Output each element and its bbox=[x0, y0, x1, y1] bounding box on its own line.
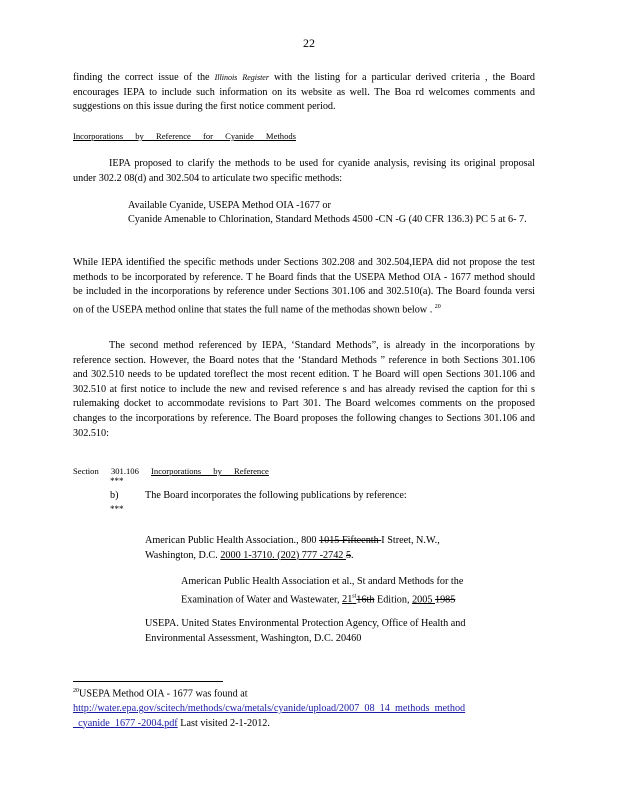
standard-methods-ref bbox=[181, 575, 541, 608]
usepa-line2: Environmental Assessment, Washington, D.C. 20460 bbox=[145, 632, 362, 644]
page-number: 22 bbox=[303, 36, 315, 50]
intro-paragraph bbox=[73, 71, 535, 115]
intro-text-start: finding the correct issue of the bbox=[73, 72, 215, 83]
paragraph-iepa-proposed: IEPA proposed to clarify the methods to be used for cyanide analysis, revising its original proposal under 302.2 08(d) and 302.504 to articulate two specific methods: bbox=[73, 158, 535, 184]
apha-address bbox=[145, 534, 545, 563]
apha-line2: Washington, D.C. bbox=[145, 549, 221, 561]
std-line2-mid: Edition, bbox=[374, 593, 413, 605]
last-visited: Last visited 2-1-2012. bbox=[180, 717, 270, 729]
intro-text-end: with the listing for a particular derived criteria , the Board encourages IEPA to include such information on its website as well. The Boa rd welcomes comments and suggestions on this issue during the first notice comment period. bbox=[73, 72, 535, 113]
inserted-text: 2000 1-3710. (202) 777 -2742 bbox=[220, 549, 346, 561]
footnote-link-cont[interactable]: _cyanide_1677 -2004.pdf bbox=[73, 717, 178, 729]
usepa-ref bbox=[145, 617, 545, 646]
paragraph-while-iepa bbox=[73, 256, 535, 318]
edition-suffix: st bbox=[352, 593, 357, 600]
footnote-number: 20 bbox=[73, 688, 79, 694]
apha-line1: American Public Health Association., 800 bbox=[145, 535, 320, 546]
bullet-item-1 bbox=[110, 199, 540, 214]
bullet-text: Available Cyanide, USEPA Method OIA -1677 or bbox=[128, 200, 331, 211]
item-b-text: The Board incorporates the following publications by reference: bbox=[145, 490, 407, 501]
deleted-text: 1015 Fifteenth bbox=[319, 535, 382, 546]
footnote bbox=[73, 684, 543, 731]
deleted-text: 5 bbox=[345, 549, 352, 561]
bullet-text: Cyanide Amenable to Chlorination, Standard Methods 4500 -CN -G (40 CFR 136.3) PC 5 at 6- 7. bbox=[128, 214, 527, 225]
stars-top: *** bbox=[110, 476, 124, 486]
footnote-divider bbox=[73, 681, 223, 682]
register-italic: Register bbox=[242, 73, 269, 82]
std-line2: Examination of Water and Wastewater, bbox=[181, 593, 343, 605]
stars-bottom: *** bbox=[110, 504, 124, 514]
section-number: 301.106 bbox=[110, 466, 139, 476]
std-line1: American Public Health Association et al., St andard Methods for the bbox=[181, 576, 464, 587]
bullet-item-2 bbox=[110, 213, 540, 228]
usepa-line1: USEPA. United States Environmental Protection Agency, Office of Health and bbox=[145, 618, 466, 629]
deleted-edition: 16th bbox=[356, 593, 375, 605]
section-name: Incorporations by Reference bbox=[151, 466, 269, 476]
apha-line1-end: I Street, N.W., bbox=[381, 535, 440, 546]
apha-line2-end: . bbox=[351, 549, 354, 561]
deleted-year: 1985 bbox=[434, 593, 456, 605]
cyanide-section-heading: Incorporations by Reference for Cyanide Methods bbox=[73, 131, 297, 141]
item-b-label: b) bbox=[110, 490, 119, 501]
paragraph-text: While IEPA identified the specific methods under Sections 302.208 and 302.504,IEPA did not propose the test methods to be incorporated by reference. T he Board finds that the USEPA Method OIA - 1677 method should be included in the incorporations by reference under Sections 301.106 and 302.510(a). The Board founda versi on of the USEPA method online that states the full name of the methodas shown below . bbox=[73, 257, 535, 316]
footnote-link[interactable]: http://water.epa.gov/scitech/methods/cwa/metals/cyanide/upload/2007_08_14_methods_method bbox=[73, 702, 466, 714]
inserted-edition bbox=[342, 594, 356, 605]
inserted-year: 2005 bbox=[412, 593, 435, 605]
edition-number: 21 bbox=[342, 593, 353, 605]
footnote-text: USEPA Method OIA - 1677 was found at bbox=[79, 688, 248, 700]
section-label: Section bbox=[73, 466, 99, 476]
illinois-italic: Illinois bbox=[214, 73, 238, 82]
paragraph-second-method: The second method referenced by IEPA, ‘Standard Methods”, is already in the incorporations by reference section. However, the Board notes that the ‘Standard Methods ” reference in both Sections 301.106 and 302.510 needs to be updated toreflect the most recent edition. T he Board will open Sections 301.106 and 302.510 at first notice to include the new and revised reference s and has already revised the caption for thi s rulemaking docket to accommodate revisions to Part 301. The Board welcomes comments on the proposed changes to the incorporations by reference. The Board proposes the following changes to Sections 301.106 and 302.510: bbox=[73, 340, 535, 439]
section-title bbox=[73, 466, 269, 476]
item-b bbox=[110, 490, 540, 501]
footnote-ref: 20 bbox=[434, 303, 441, 310]
